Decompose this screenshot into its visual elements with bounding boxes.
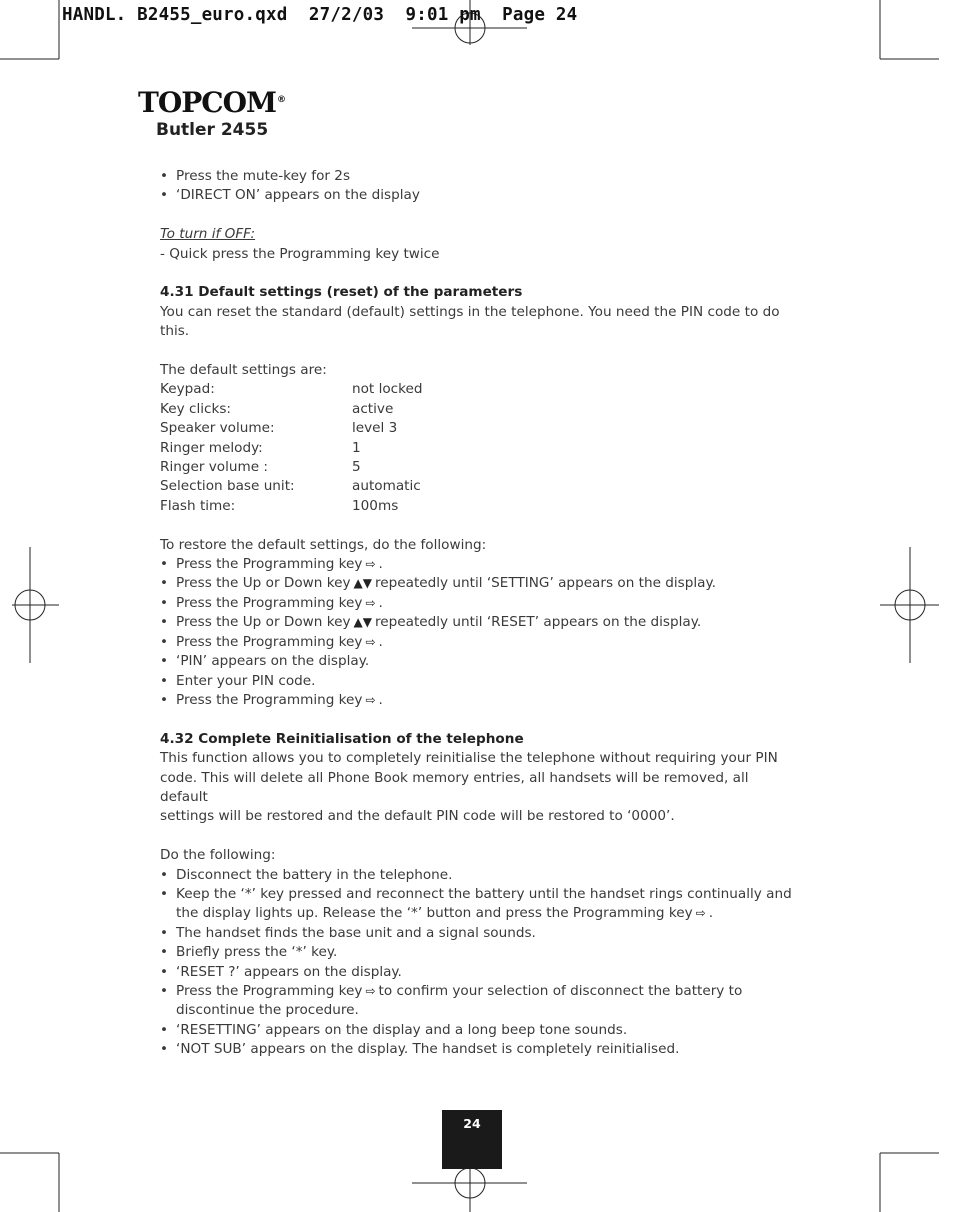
- setting-value: active: [352, 400, 394, 417]
- section-4-32-title: 4.32 Complete Reinitialisation of the telephone: [160, 730, 524, 747]
- defaults-row: [160, 497, 800, 516]
- defaults-row: [160, 400, 800, 419]
- step-text: Press the Up or Down key: [176, 575, 351, 592]
- list-item: • ‘DIRECT ON’ appears on the display: [160, 186, 800, 205]
- setting-value: 100ms: [352, 497, 399, 514]
- page-number: 24: [442, 1110, 502, 1169]
- programming-key-icon: ⇨: [365, 595, 376, 610]
- list-item: • Briefly press the ‘*’ key.: [160, 943, 800, 962]
- defaults-row: [160, 477, 800, 496]
- list-item: • Enter your PIN code.: [160, 672, 800, 691]
- setting-name: Keypad:: [160, 381, 215, 398]
- step-text: to confirm your selection of disconnect the battery to: [378, 982, 743, 999]
- up-down-arrows-icon: ▲▼: [353, 615, 372, 630]
- defaults-row: [160, 419, 800, 438]
- list-item: [160, 633, 800, 652]
- list-item: [160, 613, 800, 632]
- list-item: [160, 885, 800, 924]
- up-down-arrows-icon: ▲▼: [353, 576, 372, 591]
- step-text: .: [378, 691, 383, 708]
- setting-name: Key clicks:: [160, 400, 232, 417]
- section-4-31-title: 4.31 Default settings (reset) of the parameters: [160, 284, 523, 301]
- step-text: Press the Programming key: [176, 556, 363, 573]
- step-text: the display lights up. Release the ‘*’ button and press the Programming key: [176, 905, 693, 922]
- list-item: [160, 594, 800, 613]
- step-text: Press the Programming key: [176, 633, 363, 650]
- list-item: • Press the mute-key for 2s: [160, 167, 800, 186]
- turn-off-heading: To turn if OFF:: [160, 226, 256, 243]
- step-text: .: [378, 556, 383, 573]
- list-item: [160, 574, 800, 593]
- programming-key-icon: ⇨: [365, 983, 376, 998]
- list-item: • The handset finds the base unit and a signal sounds.: [160, 924, 800, 943]
- setting-name: Ringer volume :: [160, 459, 268, 476]
- registered-mark: ®: [276, 94, 285, 105]
- logo-text: TOPCOM: [138, 86, 276, 119]
- setting-value: not locked: [352, 381, 423, 398]
- paragraph-line: settings will be restored and the default PIN code will be restored to ‘0000’.: [160, 808, 675, 825]
- step-text: .: [708, 905, 714, 922]
- paragraph-line: code. This will delete all Phone Book memory entries, all handsets will be removed, all default: [160, 769, 749, 805]
- setting-name: Ringer melody:: [160, 439, 263, 456]
- defaults-row: [160, 380, 800, 399]
- programming-key-icon: ⇨: [365, 692, 376, 707]
- programming-key-icon: ⇨: [695, 906, 706, 921]
- step-text: • Keep the ‘*’ key pressed and reconnect the battery until the handset rings continually and: [176, 885, 792, 902]
- topcom-logo: [138, 86, 285, 119]
- list-item: • ‘RESETTING’ appears on the display and a long beep tone sounds.: [160, 1021, 800, 1040]
- list-item: [160, 982, 800, 1021]
- manual-content: [160, 167, 800, 1060]
- setting-value: 1: [352, 439, 361, 456]
- defaults-label: The default settings are:: [160, 362, 327, 379]
- step-text: discontinue the procedure.: [176, 1002, 359, 1019]
- list-item: • ‘RESET ?’ appears on the display.: [160, 963, 800, 982]
- defaults-row: [160, 439, 800, 458]
- list-item: • ‘NOT SUB’ appears on the display. The handset is completely reinitialised.: [160, 1040, 800, 1059]
- setting-name: Selection base unit:: [160, 478, 295, 495]
- turn-off-line: - Quick press the Programming key twice: [160, 245, 440, 262]
- programming-key-icon: ⇨: [365, 634, 376, 649]
- programming-key-icon: ⇨: [365, 557, 376, 572]
- paragraph-line: This function allows you to completely reinitialise the telephone without requiring your PIN: [160, 750, 778, 767]
- step-text: repeatedly until ‘SETTING’ appears on the display.: [374, 575, 716, 592]
- restore-label: To restore the default settings, do the following:: [160, 536, 487, 553]
- step-text: Press the Programming key: [176, 594, 363, 611]
- step-text: Press the Up or Down key: [176, 614, 351, 631]
- file-slug: HANDL. B2455_euro.qxd 27/2/03 9:01 pm Page 24: [62, 5, 578, 25]
- defaults-row: [160, 458, 800, 477]
- step-text: .: [378, 633, 383, 650]
- list-item: • ‘PIN’ appears on the display.: [160, 652, 800, 671]
- setting-value: level 3: [352, 420, 398, 437]
- model-name: Butler 2455: [156, 120, 269, 140]
- step-text: Press the Programming key: [176, 691, 363, 708]
- do-label: Do the following:: [160, 847, 276, 864]
- list-item: [160, 691, 800, 710]
- section-4-31-intro: You can reset the standard (default) settings in the telephone. You need the PIN code to do this.: [160, 303, 780, 340]
- list-item: [160, 555, 800, 574]
- step-text: repeatedly until ‘RESET’ appears on the display.: [374, 614, 702, 631]
- setting-name: Flash time:: [160, 497, 236, 514]
- list-item: • Disconnect the battery in the telephone.: [160, 866, 800, 885]
- step-text: .: [378, 594, 383, 611]
- setting-value: 5: [352, 459, 361, 476]
- setting-value: automatic: [352, 478, 421, 495]
- setting-name: Speaker volume:: [160, 420, 275, 437]
- step-text: Press the Programming key: [176, 982, 363, 999]
